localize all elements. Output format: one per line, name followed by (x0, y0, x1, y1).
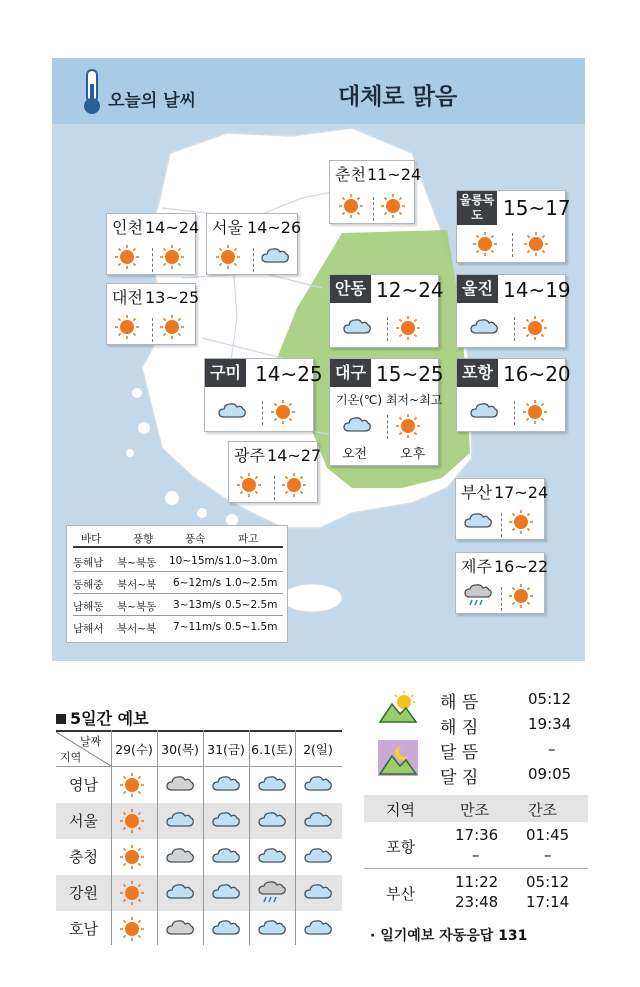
square-bullet-icon (56, 714, 66, 724)
city-temp: 15~17 (503, 196, 571, 220)
forecast-row (56, 803, 342, 839)
cloud-icon (342, 315, 372, 341)
forecast-region: 충청 (69, 848, 98, 866)
city-ulleung (456, 190, 571, 263)
city-name: 울진 (457, 275, 498, 303)
sea-conditions-table (66, 525, 288, 643)
sun-icon (119, 808, 145, 838)
gray-cloud-icon (165, 844, 195, 870)
cloud-icon (303, 916, 333, 942)
sun-icon (119, 916, 145, 946)
sun-icon (338, 193, 364, 223)
cloud-icon (217, 399, 247, 425)
city-name: 안동 (330, 275, 371, 303)
city-busan (455, 478, 549, 540)
forecast-date: 30(목) (161, 742, 199, 757)
cloud-icon (303, 844, 333, 870)
forecast-header-row (56, 732, 342, 766)
cloud-icon (463, 509, 493, 535)
forecast-row (56, 875, 342, 911)
sun-icon (159, 244, 185, 274)
forecast-region: 서울 (69, 812, 98, 830)
rain-cloud-icon (463, 583, 493, 613)
cloud-icon (303, 772, 333, 798)
city-name: 포항 (457, 359, 498, 387)
cloud-icon (211, 916, 241, 942)
city-name: 대전 (112, 288, 143, 307)
moonset-label: 달 짐 (440, 768, 479, 788)
city-temp: 14~26 (247, 218, 302, 237)
sun-icon (236, 472, 262, 502)
cloud-icon (260, 244, 290, 270)
city-name: 광주 (234, 446, 265, 465)
tide-low-1: 05:12 (526, 873, 570, 891)
tide-high-2: 23:48 (455, 893, 499, 911)
cloud-icon (257, 844, 287, 870)
cloud-icon (211, 844, 241, 870)
cloud-icon (303, 880, 333, 906)
tide-high-1: 11:22 (455, 873, 499, 891)
moonrise-time: – (548, 740, 556, 758)
sun-icon (119, 880, 145, 910)
page-title: 오늘의 날씨 (108, 91, 197, 111)
sea-table-header: 바다 풍향 풍속 파고 (73, 528, 283, 548)
sunset-label: 해 짐 (440, 718, 479, 738)
sunset-time: 19:34 (528, 715, 572, 733)
city-pohang (456, 358, 571, 432)
moonrise-label: 달 뜸 (440, 743, 479, 763)
city-name: 서울 (212, 218, 243, 237)
sunrise-label: 해 뜸 (440, 693, 479, 713)
forecast-date: 6.1(토) (251, 742, 293, 757)
forecast-table (56, 730, 342, 945)
cloud-icon (165, 880, 195, 906)
sun-icon (508, 509, 534, 539)
sun-icon (395, 413, 421, 443)
sun-icon (380, 193, 406, 223)
tide-region: 포항 (386, 838, 415, 856)
city-seoul (206, 213, 302, 275)
sun-icon (114, 314, 140, 344)
city-temp: 14~19 (503, 278, 571, 302)
sun-icon (215, 244, 241, 274)
cloud-icon (303, 808, 333, 834)
sea-table-row: 남해동 북~북동 3~13m/s 0.5~2.5m (73, 596, 283, 616)
city-name: 인천 (112, 218, 143, 237)
sun-icon (281, 472, 307, 502)
city-temp: 14~27 (267, 446, 322, 465)
city-temp: 14~24 (145, 218, 200, 237)
sun-icon (472, 231, 498, 261)
cloud-icon (257, 772, 287, 798)
temp-legend: 기온(℃) 최저~최고 (336, 393, 443, 407)
auto-response-line: · 일기예보 자동응답 131 (370, 928, 528, 944)
city-temp: 16~22 (494, 557, 549, 576)
moonrise-icon (378, 740, 418, 776)
forecast-date: 31(금) (207, 742, 245, 757)
city-name: 춘천 (335, 165, 366, 184)
city-gwangju (228, 441, 322, 503)
forecast-date: 2(일) (303, 742, 333, 757)
weather-map-panel (52, 58, 585, 661)
forecast-region: 호남 (69, 920, 98, 938)
forecast-row (56, 767, 342, 803)
forecast-title: 5일간 예보 (56, 706, 149, 729)
forecast-row (56, 839, 342, 875)
city-temp: 12~24 (376, 278, 444, 302)
city-incheon (106, 213, 200, 275)
city-name: 부산 (461, 483, 492, 502)
sea-table-row: 남해서 북서~북 7~11m/s 0.5~1.5m (73, 621, 278, 635)
cloud-icon (211, 880, 241, 906)
cloud-icon (469, 315, 499, 341)
sun-icon (270, 399, 296, 429)
corner-region-label: 지역 (60, 751, 82, 764)
gray-cloud-icon (165, 916, 195, 942)
sun-icon (395, 315, 421, 345)
cloud-icon (469, 399, 499, 425)
rain-cloud-icon (257, 880, 287, 910)
tide-header-row: 지역 만조 간조 (364, 795, 588, 822)
sun-icon (522, 315, 548, 345)
city-name: 대구 (330, 359, 371, 387)
pm-label: 오후 (400, 447, 426, 462)
city-temp: 13~25 (145, 288, 200, 307)
forecast-region: 영남 (69, 776, 98, 794)
city-daejeon (106, 283, 200, 345)
sea-table-row: 동해남 북~북동 10~15m/s 1.0~3.0m (73, 552, 283, 572)
sun-icon (119, 844, 145, 874)
cloud-icon (257, 808, 287, 834)
tide-low-2: – (544, 846, 552, 864)
cloud-icon (342, 413, 372, 439)
sun-icon (159, 314, 185, 344)
city-name: 제주 (461, 557, 492, 576)
sunrise-time: 05:12 (528, 690, 572, 708)
city-chuncheon (329, 160, 422, 224)
tide-region: 부산 (386, 885, 415, 903)
am-label: 오전 (342, 447, 368, 462)
cloud-icon (211, 808, 241, 834)
gray-cloud-icon (165, 772, 195, 798)
city-uljin (456, 274, 571, 348)
thermometer-icon (78, 68, 106, 116)
city-temp: 16~20 (503, 362, 571, 386)
city-name: 구미 (205, 359, 246, 387)
city-daegu (329, 358, 444, 466)
forecast-row (56, 911, 342, 947)
city-temp: 15~25 (376, 362, 444, 386)
sun-icon (119, 772, 145, 802)
city-jeju (455, 552, 549, 614)
sun-icon (523, 231, 549, 261)
city-andong (329, 274, 444, 348)
tide-high-1: 17:36 (455, 826, 499, 844)
cloud-icon (165, 808, 195, 834)
sea-table-row: 동해중 북서~북 6~12m/s 1.0~2.5m (73, 574, 283, 594)
city-temp: 17~24 (494, 483, 549, 502)
cloud-icon (257, 916, 287, 942)
city-name: 울릉독도 (457, 191, 497, 225)
tide-low-1: 01:45 (526, 826, 570, 844)
sun-icon (522, 399, 548, 429)
forecast-region: 강원 (69, 884, 98, 902)
cloud-icon (211, 772, 241, 798)
forecast-date: 29(수) (115, 742, 153, 757)
city-gumi (204, 358, 323, 432)
corner-date-label: 날짜 (80, 735, 102, 748)
sun-icon (114, 244, 140, 274)
tide-low-2: 17:14 (526, 893, 570, 911)
city-temp: 11~24 (367, 165, 422, 184)
weather-summary: 대체로 맑음 (338, 84, 458, 110)
tide-high-2: – (472, 846, 480, 864)
sunrise-icon (378, 690, 418, 724)
sun-icon (508, 583, 534, 613)
moonset-time: 09:05 (528, 765, 572, 783)
city-temp: 14~25 (255, 362, 323, 386)
